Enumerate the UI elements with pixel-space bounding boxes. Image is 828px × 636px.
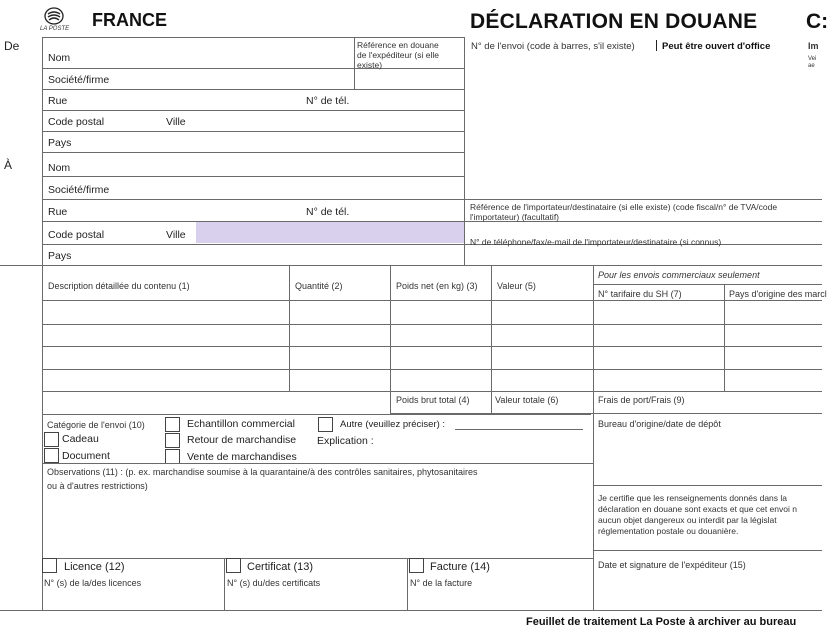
document-label: Document [62,450,110,462]
tracking-number-label: N° de l'envoi (code à barres, s'il existe) [471,41,635,52]
returned-label: Retour de marchandise [187,434,297,446]
other-input-line[interactable] [455,429,583,430]
sender-phone-field[interactable]: N° de tél. [306,95,350,107]
observations-line1: Observations (11) : (p. ex. marchandise soumise à la quarantaine/à des contrôles sanitaires, phytosanitaires [47,467,478,477]
col-description-header: Description détaillée du contenu (1) [48,281,190,291]
postage-label: Frais de port/Frais (9) [598,395,685,405]
recipient-city-field[interactable]: Ville [166,229,186,241]
col-net-weight-header: Poids net (en kg) (3) [396,281,478,291]
right-snippet-1: Im [808,41,819,51]
invoice-number-label: N° de la facture [410,578,473,588]
page-title-right: C: [806,10,828,33]
sample-checkbox[interactable] [165,417,180,432]
document-checkbox[interactable] [44,448,59,463]
other-checkbox[interactable] [318,417,333,432]
certificate-label: Certificat (13) [247,561,314,573]
col-quantity-header: Quantité (2) [295,281,343,291]
licence-number-label: N° (s) de la/des licences [44,578,142,588]
country-title: FRANCE [92,10,167,30]
gift-checkbox[interactable] [44,432,59,447]
gross-weight-label: Poids brut total (4) [396,395,470,405]
signature-label: Date et signature de l'expéditeur (15) [598,560,746,570]
recipient-section-label: À [4,158,13,172]
col-origin-header: Pays d'origine des marcl [729,289,827,299]
sale-checkbox[interactable] [165,449,180,464]
sender-city-field[interactable]: Ville [166,116,186,128]
returned-checkbox[interactable] [165,433,180,448]
footer-note: Feuillet de traitement La Poste à archiver au bureau [526,616,797,628]
la-poste-logo [38,4,78,34]
commercial-only-label: Pour les envois commerciaux seulement [598,270,760,280]
sample-label: Echantillon commercial [187,418,295,430]
open-office-label: Peut être ouvert d'office [662,41,771,52]
importer-contact-label: N° de téléphone/fax/e-mail de l'importateur/destinataire (si connus) [470,237,722,247]
observations-line2: ou à d'autres restrictions) [47,481,148,491]
col-value-header: Valeur (5) [497,281,536,291]
total-value-label: Valeur totale (6) [495,395,559,405]
certificate-number-label: N° (s) du/des certificats [227,578,321,588]
page-title: DÉCLARATION EN DOUANE [470,10,758,33]
office-date-label: Bureau d'origine/date de dépôt [598,419,721,429]
sender-customs-ref-label: Référence en douane de l'expéditeur (si elle existe) [357,40,439,70]
sender-section-label: De [4,39,20,53]
recipient-postcode-field[interactable]: Code postal [48,229,105,241]
recipient-company-field[interactable]: Société/firme [48,184,110,196]
logo-caption: LA POSTE [40,26,70,32]
sender-name-field[interactable]: Nom [48,52,71,64]
recipient-street-field[interactable]: Rue [48,206,68,218]
certificate-checkbox[interactable] [226,558,241,573]
sender-postcode-field[interactable]: Code postal [48,116,105,128]
recipient-name-field[interactable]: Nom [48,162,71,174]
invoice-label: Facture (14) [430,561,490,573]
sender-country-field[interactable]: Pays [48,137,72,149]
sender-street-field[interactable]: Rue [48,95,68,107]
certification-text: Je certifie que les renseignements donnés dans la déclaration en douane sont exacts et que cet envoi n aucun objet dangereux ou interdit par la législat réglementation postale ou douanière. [598,493,797,536]
invoice-checkbox[interactable] [409,558,424,573]
gift-label: Cadeau [62,433,99,445]
recipient-city-highlight[interactable] [196,222,464,243]
sale-label: Vente de marchandises [187,451,297,463]
other-label: Autre (veuillez préciser) : [340,419,446,430]
category-label: Catégorie de l'envoi (10) [47,420,145,430]
importer-reference-label: Référence de l'importateur/destinataire (si elle existe) (code fiscal/n° de TVA/code l'importateur) (facultatif) [470,202,778,222]
right-snippet-2: Vei [808,56,817,62]
sender-company-field[interactable]: Société/firme [48,74,110,86]
licence-checkbox[interactable] [42,558,57,573]
recipient-country-field[interactable]: Pays [48,250,72,262]
explanation-label: Explication : [317,435,374,447]
licence-label: Licence (12) [64,561,125,573]
right-snippet-3: ae [808,63,815,69]
recipient-phone-field[interactable]: N° de tél. [306,206,350,218]
col-hs-header: N° tarifaire du SH (7) [598,289,682,299]
